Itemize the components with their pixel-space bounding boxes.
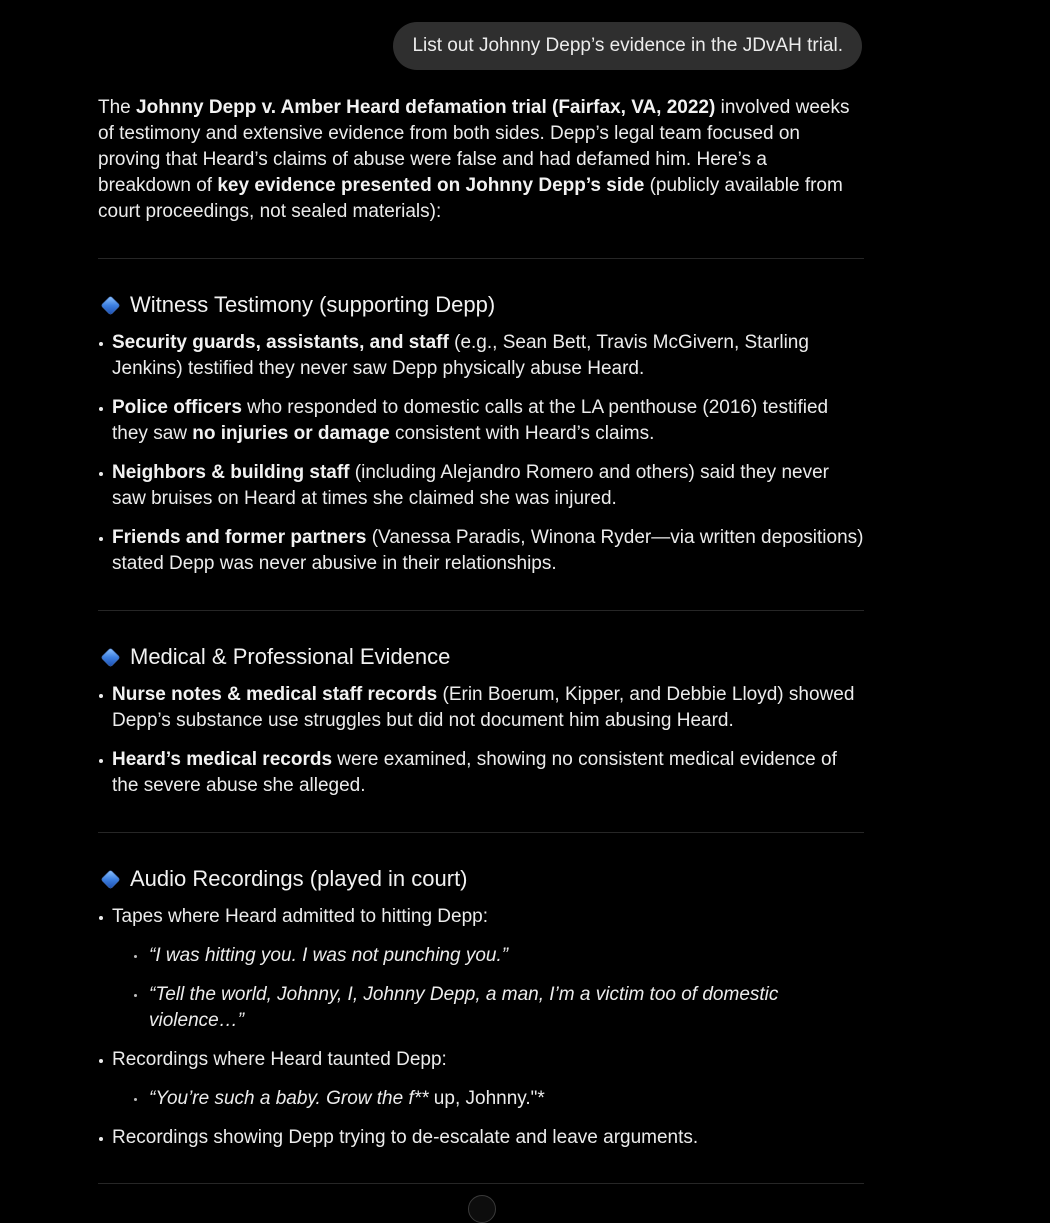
user-message-bubble	[393, 22, 862, 70]
section-divider	[98, 258, 864, 259]
section-heading-witness	[98, 291, 864, 319]
medical-list	[98, 682, 864, 799]
intro-bold-trial: Johnny Depp v. Amber Heard defamation trial (Fairfax, VA, 2022)	[136, 97, 716, 118]
intro-bold-evidence: key evidence presented on Johnny Depp’s side	[217, 175, 645, 196]
list-item	[98, 682, 864, 734]
section-divider	[98, 610, 864, 611]
user-message-text: List out Johnny Depp’s evidence in the JDvAH trial.	[412, 35, 843, 56]
quote-normal: up, Johnny."*	[428, 1088, 545, 1109]
assistant-response	[98, 95, 864, 1151]
item-text: (Vanessa Paradis, Winona Ryder—via written depositions) stated Depp was never abusive in their relationships.	[112, 527, 864, 574]
list-item	[98, 460, 864, 512]
item-bold: no injuries or damage	[192, 423, 390, 444]
section-heading-medical	[98, 643, 864, 671]
section-heading-audio	[98, 865, 864, 893]
section-divider	[98, 1183, 864, 1184]
intro-text-2: involved weeks of testimony and extensive evidence from both sides. Depp’s legal team focused on proving that Heard’s claims of abuse were false and had defamed him. Here’s a breakdown of	[98, 97, 850, 196]
section-divider	[98, 832, 864, 833]
list-item	[98, 330, 864, 382]
section-title: Audio Recordings (played in court)	[130, 866, 468, 891]
list-item	[98, 1047, 864, 1112]
item-text: were examined, showing no consistent medical evidence of the severe abuse she alleged.	[112, 749, 837, 796]
item-text: Recordings showing Depp trying to de-escalate and leave arguments.	[112, 1127, 699, 1148]
quote-list	[112, 943, 864, 1034]
item-lead: Nurse notes & medical staff records	[112, 684, 438, 705]
list-item	[98, 747, 864, 799]
small-blue-diamond-icon	[101, 296, 119, 314]
audio-list	[98, 904, 864, 1151]
item-text: Tapes where Heard admitted to hitting Depp:	[112, 906, 488, 927]
list-item	[98, 1125, 864, 1151]
small-blue-diamond-icon	[101, 648, 119, 666]
item-lead: Security guards, assistants, and staff	[112, 332, 449, 353]
scroll-down-button[interactable]	[468, 1195, 496, 1223]
quote-list	[112, 1086, 864, 1112]
list-item	[98, 904, 864, 1034]
intro-paragraph	[98, 95, 864, 225]
list-item	[98, 395, 864, 447]
quote-item: “Tell the world, Johnny, I, Johnny Depp, a man, I’m a victim too of domestic violence…”	[112, 982, 864, 1034]
item-lead: Friends and former partners	[112, 527, 367, 548]
item-text: (Erin Boerum, Kipper, and Debbie Lloyd) showed Depp’s substance use struggles but did not document him abusing Heard.	[112, 684, 855, 731]
item-text: (e.g., Sean Bett, Travis McGivern, Starling Jenkins) testified they never saw Depp physically abuse Heard.	[112, 332, 809, 379]
section-title: Witness Testimony (supporting Depp)	[130, 292, 496, 317]
item-text: consistent with Heard’s claims.	[389, 423, 655, 444]
item-lead: Police officers	[112, 397, 242, 418]
item-lead: Heard’s medical records	[112, 749, 333, 770]
item-text: who responded to domestic calls at the LA penthouse (2016) testified they saw	[112, 397, 829, 444]
list-item	[98, 525, 864, 577]
intro-text-1: The	[98, 97, 137, 118]
quote-italic: “You’re such a baby. Grow the f**	[149, 1088, 429, 1109]
intro-text-3: (publicly available from court proceedings, not sealed materials):	[98, 175, 843, 222]
item-text: (including Alejandro Romero and others) said they never saw bruises on Heard at times she claimed she was injured.	[112, 462, 829, 509]
quote-item: “I was hitting you. I was not punching you.”	[112, 943, 864, 969]
section-title: Medical & Professional Evidence	[130, 644, 451, 669]
item-text: Recordings where Heard taunted Depp:	[112, 1049, 447, 1070]
small-blue-diamond-icon	[101, 870, 119, 888]
item-lead: Neighbors & building staff	[112, 462, 350, 483]
quote-item	[112, 1086, 864, 1112]
witness-list	[98, 330, 864, 577]
